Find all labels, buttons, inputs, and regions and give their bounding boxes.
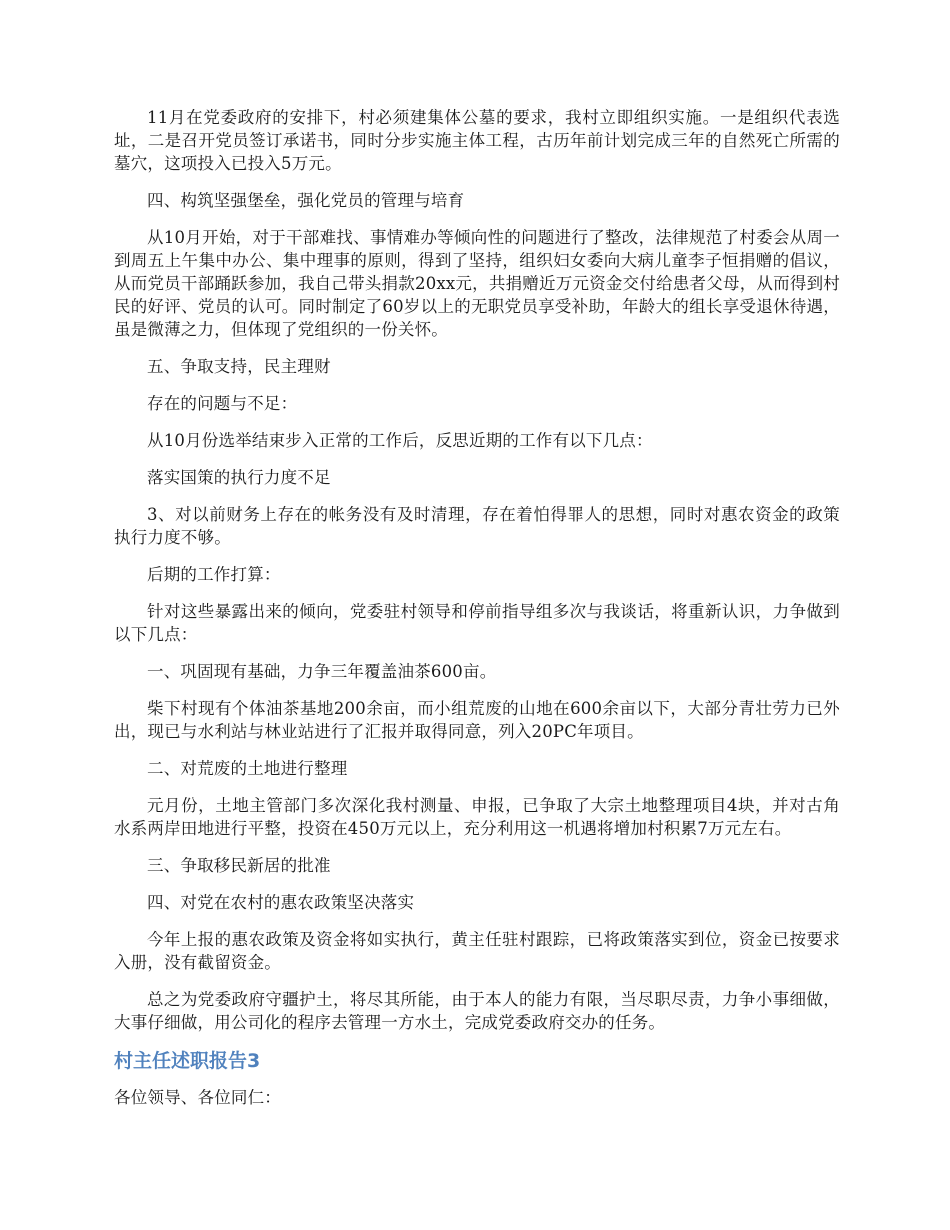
paragraph: 3、对以前财务上存在的帐务没有及时清理，存在着怕得罪人的思想，同时对惠农资金的政策执行力度不够。 [114,505,840,547]
paragraph: 一、巩固现有基础，力争三年覆盖油茶600亩。 [147,662,497,681]
paragraph: 后期的工作打算： [147,565,281,584]
document-page [114,106,840,1123]
paragraph: 三、争取移民新居的批准 [147,856,331,875]
paragraph: 元月份，土地主管部门多次深化我村测量、申报，已争取了大宗土地整理项目4块，并对古角水系两岸田地进行平整，投资在450万元以上，充分利用这一机遇将增加村积累7万元左右。 [114,796,840,838]
paragraph: 四、对党在农村的惠农政策坚决落实 [147,893,415,912]
paragraph: 针对这些暴露出来的倾向，党委驻村领导和停前指导组多次与我谈话，将重新认识，力争做到以下几点： [114,602,840,644]
paragraph: 从10月开始，对于干部难找、事情难办等倾向性的问题进行了整改，法律规范了村委会从周一到周五上午集中办公、集中理事的原则，得到了坚持，组织妇女委向大病儿童李子恒捐赠的倡议，从而党员干部踊跃参加，我自己带头捐款20xx元，共捐赠近万元资金交付给患者父母，从而得到村民的好评、党员的认可。同时制定了60岁以上的无职党员享受补助，年龄大的组长享受退休待遇，虽是微薄之力，但体现了党组织的一份关怀。 [114,228,840,339]
paragraph: 落实国策的执行力度不足 [147,468,331,487]
paragraph: 柴下村现有个体油茶基地200余亩，而小组荒废的山地在600余亩以下，大部分青壮劳力已外出，现已与水利站与林业站进行了汇报并取得同意，列入20PC年项目。 [114,699,840,741]
paragraph: 从10月份选举结束步入正常的工作后，反思近期的工作有以下几点： [147,431,653,450]
salutation: 各位领导、各位同仁： [114,1088,281,1107]
paragraph: 五、争取支持，民主理财 [147,357,331,376]
paragraph: 四、构筑坚强堡垒，强化党员的管理与培育 [147,191,465,210]
paragraph: 存在的问题与不足： [147,394,298,413]
paragraph: 总之为党委政府守疆护土，将尽其所能，由于本人的能力有限，当尽职尽责，力争小事细做，大事仔细做，用公司化的程序去管理一方水土，完成党委政府交办的任务。 [114,990,840,1032]
paragraph: 11月在党委政府的安排下，村必须建集体公墓的要求，我村立即组织实施。一是组织代表选址，二是召开党员签订承诺书，同时分步实施主体工程，古历年前计划完成三年的自然死亡所需的墓穴，这项投入已投入5万元。 [114,108,840,173]
section-heading: 村主任述职报告3 [114,1050,261,1072]
paragraph: 二、对荒废的土地进行整理 [147,759,348,778]
paragraph: 今年上报的惠农政策及资金将如实执行，黄主任驻村跟踪，已将政策落实到位，资金已按要求入册，没有截留资金。 [114,930,840,972]
